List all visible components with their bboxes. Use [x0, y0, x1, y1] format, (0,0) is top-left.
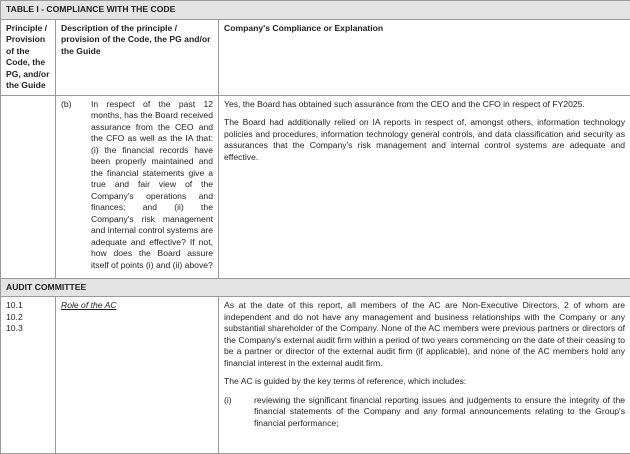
- provision-ref: 10.3: [6, 323, 50, 335]
- header-description: Description of the principle / provision of the Code, the PG and/or the Guide: [56, 19, 219, 95]
- terms-item-text: reviewing the significant financial reporting issues and judgements to ensure the integrity of the financial statements of the Company and any formal announcements relating to the Group's financial performance;: [254, 395, 625, 430]
- table-title-row: [1, 1, 630, 20]
- row2-description-cell: [56, 297, 219, 454]
- row2-compliance-cell: [219, 297, 630, 454]
- row2-compliance-paragraph: As at the date of this report, all members of the AC are Non-Executive Directors, 2 of whom are independent and do not have any management and business relationships with the Company or any substantial shareholder of the Company. None of the AC members were previous partners or directors of the Company's external audit firm within a period of two years commencing on the date of their ceasing to be a partner or director of the external audit firm (if applicable), and none of the AC members hold any financial interest in the external audit firm.: [224, 300, 625, 369]
- provision-ref: 10.2: [6, 312, 50, 324]
- table-row: [1, 297, 630, 454]
- row1-description-cell: [56, 95, 219, 278]
- terms-item-label: (i): [224, 395, 254, 430]
- header-principle: Principle / Provision of the Code, the PG, and/or the Guide: [1, 19, 56, 95]
- row2-refs-cell: [1, 297, 56, 454]
- row2-compliance-paragraph: The AC is guided by the key terms of reference, which includes:: [224, 376, 625, 388]
- row1-compliance-paragraph: Yes, the Board has obtained such assurance from the CEO and the CFO in respect of FY2025.: [224, 99, 625, 111]
- header-compliance: Company's Compliance or Explanation: [219, 19, 630, 95]
- terms-list-item: [224, 395, 625, 430]
- row1-description: In respect of the past 12 months, has the Board received assurance from the CEO and the CFO as well as the IA that: (i) the financial records have been properly maintained and the financial statements give a true and fair view of the Company's operations and finances; and (ii) the Company's risk management and internal control systems are adequate and effective? If not, how does the Board assure itself of points (i) and (ii) above?: [91, 99, 213, 272]
- section-title-audit-committee: AUDIT COMMITTEE: [1, 278, 630, 297]
- row2-topic: Role of the AC: [61, 300, 117, 310]
- table-header-row: [1, 19, 630, 95]
- row1-compliance-cell: [219, 95, 630, 278]
- row1-principle-cell: [1, 95, 56, 278]
- row1-compliance-paragraph: The Board had additionally relied on IA reports in respect of, amongst others, information technology policies and procedures, information technology general controls, and data classification and security as assurances that the Company's risk management and internal control systems are adequate and effective.: [224, 117, 625, 163]
- table-title: TABLE I - COMPLIANCE WITH THE CODE: [1, 1, 630, 20]
- section-row: [1, 278, 630, 297]
- row1-item-label: (b): [61, 99, 91, 272]
- table-row: [1, 95, 630, 278]
- provision-ref: 10.1: [6, 300, 50, 312]
